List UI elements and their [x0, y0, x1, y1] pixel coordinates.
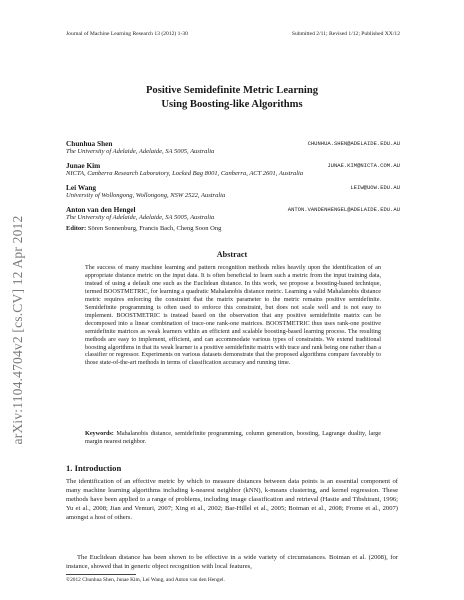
author-affiliation: NICTA, Canberra Research Laboratory, Locked Bag 8001, Canberra, ACT 2601, Australia: [66, 170, 304, 177]
editor-label: Editor:: [66, 225, 87, 232]
arxiv-stamp: [6, 150, 30, 510]
editor-line: [66, 225, 221, 232]
footnote-rule: [66, 574, 136, 575]
title-line-2: Using Boosting-like Algorithms: [161, 98, 303, 110]
author-affiliation: The University of Adelaide, Adelaide, SA 5005, Australia: [66, 214, 215, 221]
copyright-notice: ©2012 Chunhua Shen, Junae Kim, Lei Wang, and Anton van den Hengel.: [66, 577, 225, 583]
author-name: Chunhua Shen: [66, 139, 113, 148]
author-name: Lei Wang: [66, 183, 97, 192]
paper-title: [60, 84, 404, 111]
intro-paragraph-1: The identification of an effective metric by which to measure distances between data points is an essential component of many machine learning algorithms including k-nearest neighbor (kNN), k-means clustering, and kernel regression. These methods have been applied to a range of problems, including image classification and retrieval (Hastie and Tibshirani, 1996; Yu et al., 2008; Jian and Vemuri, 2007; Xing et al., 2002; Bar-Hillel et al., 2005; Boiman et al., 2008; Frome et al., 2007) amongst a host of others.: [66, 478, 398, 521]
author-email: JUNAE.KIM@NICTA.COM.AU: [327, 162, 400, 169]
abstract-heading: Abstract: [216, 250, 248, 259]
author-email: ANTON.VANDENHENGEL@ADELAIDE.EDU.AU: [287, 206, 400, 213]
keywords-text: Mahalanobis distance, semidefinite programming, column generation, boosting, Lagrange duality, large margin nearest neighbor.: [85, 430, 381, 445]
editor-names: Sören Sonnenburg, Francis Bach, Cheng Soon Ong: [87, 225, 222, 232]
section-heading: 1. Introduction: [66, 463, 122, 473]
author-affiliation: The University of Adelaide, Adelaide, SA 5005, Australia: [66, 148, 215, 155]
arxiv-stamp-text: arXiv:1104.4704v2 [cs.CV] 12 Apr 2012: [10, 215, 25, 445]
author-name: Anton van den Hengel: [66, 205, 136, 214]
author-affiliation: University of Wollongong, Wollongong, NSW 2522, Australia: [66, 192, 226, 199]
author-email: CHUNHUA.SHEN@ADELAIDE.EDU.AU: [307, 140, 400, 147]
intro-paragraph-2: The Euclidean distance has been shown to be effective in a wide variety of circumstances. Boiman et al. (2008), for instance, showed that in generic object recognition with local features,: [66, 554, 398, 570]
journal-header: Journal of Machine Learning Research 13 (2012) 1-30: [66, 31, 188, 37]
submission-dates: Submitted 2/11; Revised 1/12; Published XX/12: [291, 31, 400, 37]
keywords: [85, 430, 381, 446]
author-name: Junae Kim: [66, 161, 101, 170]
keywords-label: Keywords:: [85, 430, 114, 437]
abstract-text: The success of many machine learning and pattern recognition methods relies heavily upon the identification of an appropriate distance metric on the input data. It is often beneficial to learn such a metric from the input training data, instead of using a default one such as the Euclidean distance. In this work, we propose a boosting-based technique, termed BOOSTMETRIC, for learning a quadratic Mahalanobis distance metric. Learning a valid Mahalanobis distance metric requires enforcing the constraint that the matrix parameter to the metric remains positive semidefinite. Semidefinite programming is often used to enforce this constraint, but does not scale well and is not easy to implement. BOOSTMETRIC is instead based on the observation that any positive semidefinite matrix can be decomposed into a linear combination of trace-one rank-one matrices. BOOSTMETRIC thus uses rank-one positive semidefinite matrices as weak learners within an efficient and scalable boosting-based learning process. The resulting methods are easy to implement, efficient, and can accommodate various types of constraints. We extend traditional boosting algorithms in that its weak learner is a positive semidefinite matrix with trace and rank being one rather than a classifier or regressor. Experiments on various datasets demonstrate that the proposed algorithms compare favorably to those state-of-the-art methods in terms of classification accuracy and running time.: [85, 264, 381, 367]
author-email: LEIW@UOW.EDU.AU: [350, 184, 400, 191]
title-line-1: Positive Semidefinite Metric Learning: [145, 85, 319, 96]
